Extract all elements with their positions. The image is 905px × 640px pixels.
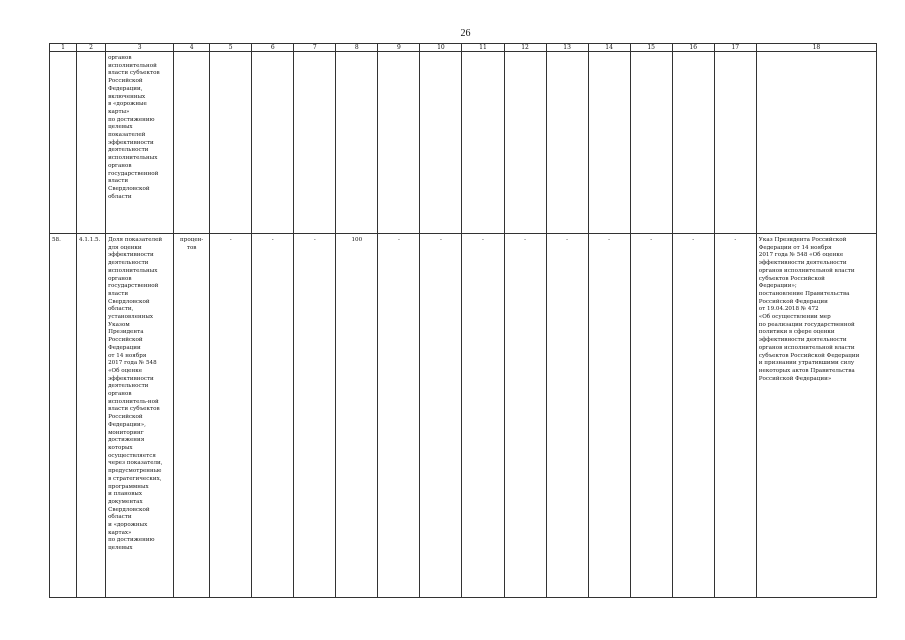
value-col-11: - [462,234,504,598]
row-number: 58. [50,234,77,598]
value-col-16: - [672,234,714,598]
column-number: 14 [588,44,630,52]
value-col-5: - [210,234,252,598]
column-number: 9 [378,44,420,52]
column-number: 18 [756,44,876,52]
value-col-17: - [714,234,756,598]
column-number: 2 [77,44,106,52]
indicator-name-continuation: органов исполнительной власти субъектов Российской Федерации, включенных в «дорожные карты» по достижению целевых показателей эффективности деятельности исполнительных органов государственной власти Свердловской области [106,52,174,234]
column-number: 17 [714,44,756,52]
value-col-10: - [420,234,462,598]
unit-of-measure: процен- тов [174,234,210,598]
indicator-name: Доля показателей для оценки эффективности деятельности исполнительных органов государственной власти Свердловской области, установленных Указом Президента Российской Федерации от 14 ноября 2017 года № 548 «Об оценке эффективности деятельности органов исполнитель-ной власти субъектов Российской Федерации», мониторинг достижения которых осуществляется через показатели, предусмотренные в стратегических, программных и плановых документах Свердловской области и «дорожных картах» по достижению целевых [106,234,174,598]
column-number: 7 [294,44,336,52]
column-number: 16 [672,44,714,52]
table-row-continuation [50,52,877,234]
column-number-row [50,44,877,52]
value-col-14: - [588,234,630,598]
value-col-9: - [378,234,420,598]
column-number: 1 [50,44,77,52]
value-col-13: - [546,234,588,598]
column-number: 12 [504,44,546,52]
column-number: 13 [546,44,588,52]
value-col-8: 100 [336,234,378,598]
column-number: 3 [106,44,174,52]
value-col-7: - [294,234,336,598]
column-number: 6 [252,44,294,52]
value-col-6: - [252,234,294,598]
row-code: 4.1.1.5. [77,234,106,598]
page-number: 26 [460,28,471,39]
column-number: 11 [462,44,504,52]
table-row [50,234,877,598]
column-number: 5 [210,44,252,52]
column-number: 10 [420,44,462,52]
value-col-12: - [504,234,546,598]
column-number: 8 [336,44,378,52]
legal-basis: Указ Президента Российской Федерации от 14 ноября 2017 года № 548 «Об оценке эффективности деятельности органов исполнительной власти субъектов Российской Федерации»; постановление Правительства Российской Федерации от 19.04.2018 № 472 «Об осуществлении мер по реализации государственной политики в сфере оценки эффективности деятельности органов исполнительной власти субъектов Российской Федерации и признании утратившими силу некоторых актов Правительства Российской Федерации» [756,234,876,598]
value-col-15: - [630,234,672,598]
column-number: 15 [630,44,672,52]
indicators-table [49,43,877,598]
column-number: 4 [174,44,210,52]
